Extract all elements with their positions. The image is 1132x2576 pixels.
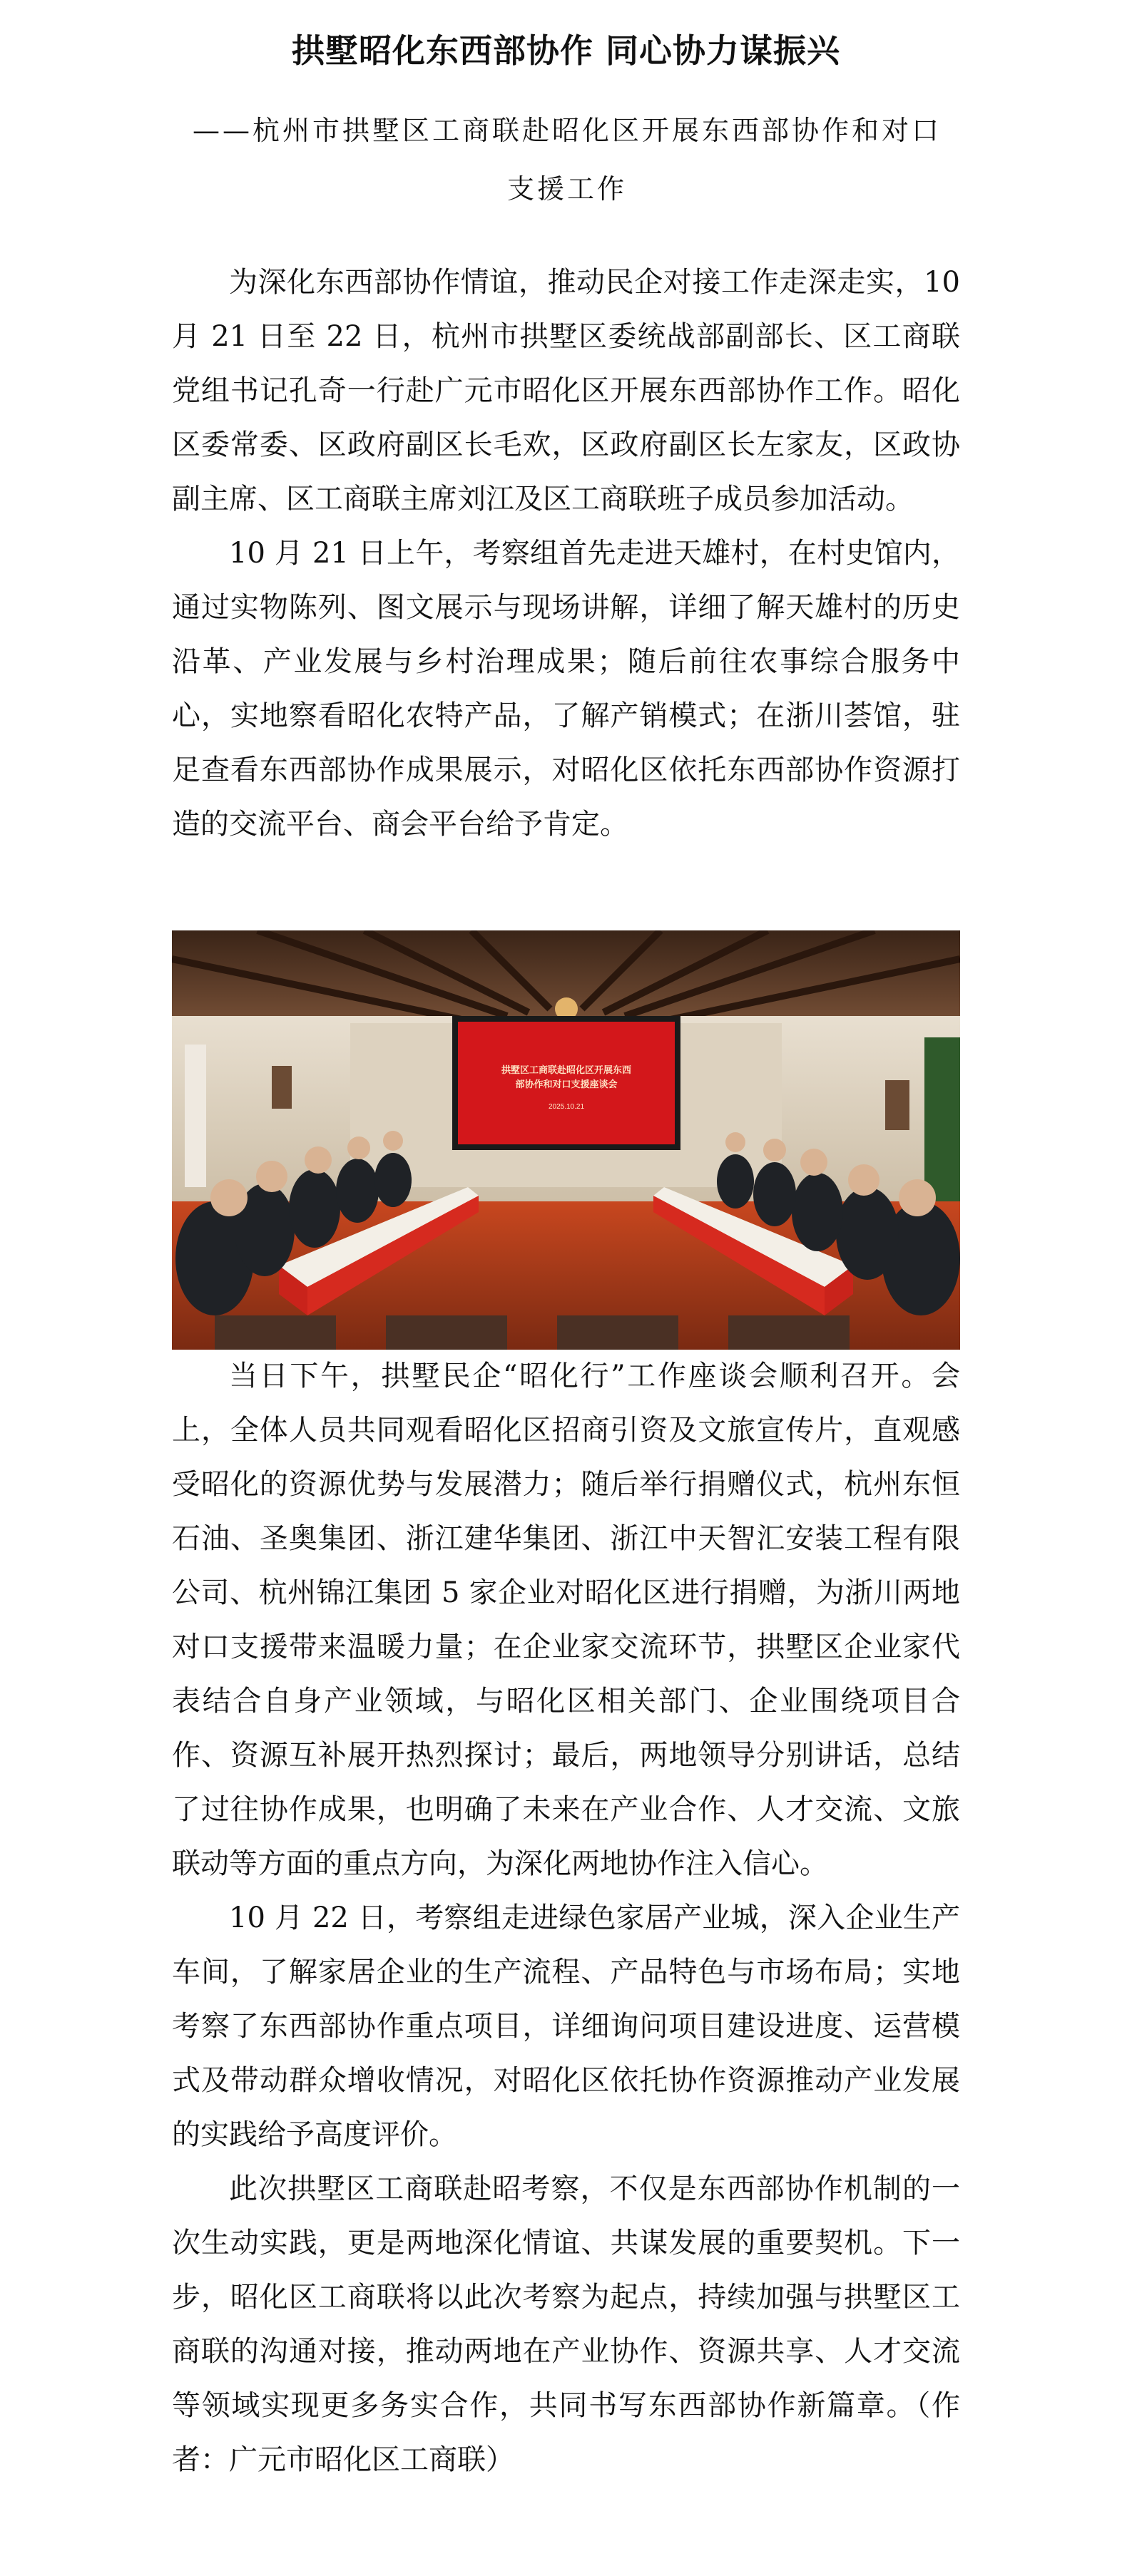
- screen-text-line1: 拱墅区工商联赴昭化区开展东西: [501, 1064, 632, 1075]
- paragraph: 为深化东西部协作情谊，推动民企对接工作走深走实，10 月 21 日至 22 日，杭州市拱墅区委统战部副部长、区工商联党组书记孔奇一行赴广元市昭化区开展东西部协作工作。昭化区委常委、区政府副区长毛欢，区政府副区长左家友，区政协副主席、区工商联主席刘江及区工商联班子成员参加活动。: [172, 266, 960, 515]
- article-body-top: [172, 255, 960, 851]
- paragraph: 此次拱墅区工商联赴昭考察，不仅是东西部协作机制的一次生动实践，更是两地深化情谊、共谋发展的重要契机。下一步，昭化区工商联将以此次考察为起点，持续加强与拱墅区工商联的沟通对接，推动两地在产业协作、资源共享、人才交流等领域实现更多务实合作，共同书写东西部协作新篇章。（作者：广元市昭化区工商联）: [172, 2172, 960, 2476]
- article-title: 拱墅昭化东西部协作 同心协力谋振兴: [291, 31, 840, 70]
- meeting-photo: [172, 930, 960, 1350]
- article-body-bottom: [172, 1349, 960, 2487]
- paragraph: 当日下午，拱墅民企“昭化行”工作座谈会顺利召开。会上，全体人员共同观看昭化区招商引资及文旅宣传片，直观感受昭化的资源优势与发展潜力；随后举行捐赠仪式，杭州东恒石油、圣奥集团、浙江建华集团、浙江中天智汇安装工程有限公司、杭州锦江集团 5 家企业对昭化区进行捐赠，为浙川两地对口支援带来温暖力量；在企业家交流环节，拱墅区企业家代表结合自身产业领域，与昭化区相关部门、企业围绕项目合作、资源互补展开热烈探讨；最后，两地领导分别讲话，总结了过往协作成果，也明确了未来在产业合作、人才交流、文旅联动等方面的重点方向，为深化两地协作注入信心。: [172, 1360, 960, 1880]
- paragraph: 10 月 22 日，考察组走进绿色家居产业城，深入企业生产车间，了解家居企业的生产流程、产品特色与市场布局；实地考察了东西部协作重点项目，详细询问项目建设进度、运营模式及带动群众增收情况，对昭化区依托协作资源推动产业发展的实践给予高度评价。: [172, 1902, 960, 2151]
- screen-text-line2: 部协作和对口支援座谈会: [515, 1079, 618, 1089]
- paragraph: 10 月 21 日上午，考察组首先走进天雄村，在村史馆内，通过实物陈列、图文展示与现场讲解，详细了解天雄村的历史沿革、产业发展与乡村治理成果；随后前往农事综合服务中心，实地察看昭化农特产品，了解产销模式；在浙川荟馆，驻足查看东西部协作成果展示，对昭化区依托东西部协作资源打造的交流平台、商会平台给予肯定。: [172, 537, 960, 841]
- article-subtitle: ——杭州市拱墅区工商联赴昭化区开展东西部协作和对口支援工作: [192, 114, 942, 205]
- screen-date: 2025.10.21: [548, 1103, 585, 1111]
